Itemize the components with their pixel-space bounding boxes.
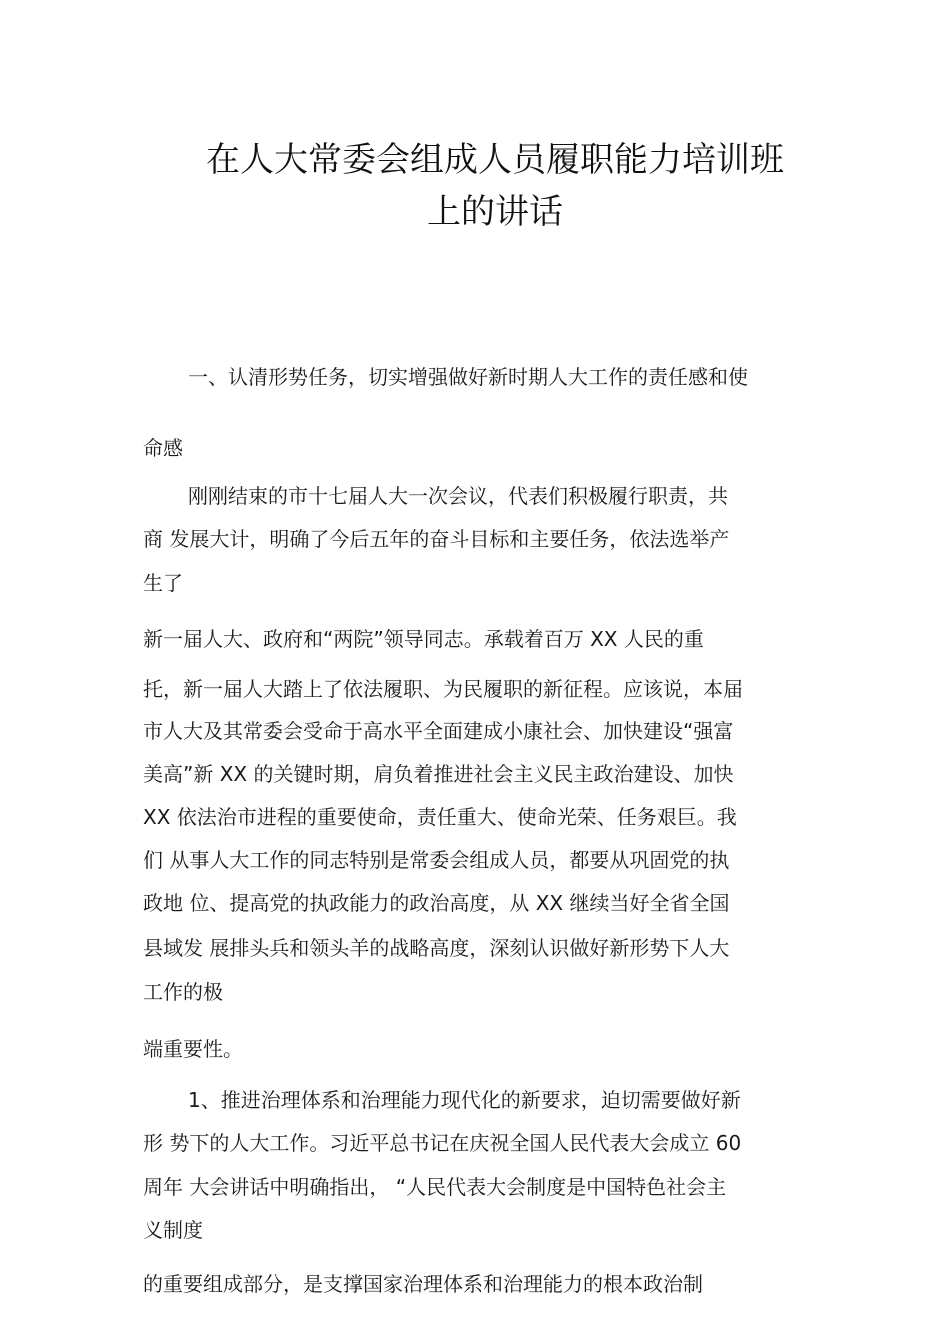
section-heading-line-2: 命感 bbox=[143, 436, 183, 460]
paragraph-line: 义制度 bbox=[143, 1218, 203, 1242]
paragraph-line: 市人大及其常委会受命于高水平全面建成小康社会、加快建设“强富 bbox=[143, 719, 734, 743]
document-title-line-2: 上的讲话 bbox=[427, 192, 563, 232]
paragraph-line: 1、推进治理体系和治理能力现代化的新要求，迫切需要做好新 bbox=[188, 1088, 741, 1112]
document-title-line-1: 在人大常委会组成人员履职能力培训班 bbox=[206, 140, 784, 180]
section-heading-line-1: 一、认清形势任务，切实增强做好新时期人大工作的责任感和使 bbox=[188, 365, 748, 389]
paragraph-line: 们 从事人大工作的同志特别是常委会组成人员，都要从巩固党的执 bbox=[143, 848, 730, 872]
paragraph-line: 周年 大会讲话中明确指出， “人民代表大会制度是中国特色社会主 bbox=[143, 1175, 727, 1199]
paragraph-line: 刚刚结束的市十七届人大一次会议，代表们积极履行职责，共 bbox=[188, 484, 728, 508]
paragraph-line: 工作的极 bbox=[143, 980, 223, 1004]
paragraph-line: 生了 bbox=[143, 571, 183, 595]
paragraph-line: 商 发展大计，明确了今后五年的奋斗目标和主要任务，依法选举产 bbox=[143, 527, 730, 551]
paragraph-line: 美高”新 XX 的关键时期，肩负着推进社会主义民主政治建设、加快 bbox=[143, 762, 734, 786]
paragraph-line: 新一届人大、政府和“两院”领导同志。承载着百万 XX 人民的重 bbox=[143, 627, 704, 651]
paragraph-line: 形 势下的人大工作。习近平总书记在庆祝全国人民代表大会成立 60 bbox=[143, 1131, 742, 1155]
paragraph-line: 的重要组成部分，是支撑国家治理体系和治理能力的根本政治制 bbox=[143, 1272, 703, 1296]
paragraph-line: 端重要性。 bbox=[143, 1037, 243, 1061]
paragraph-line: 政地 位、提高党的执政能力的政治高度，从 XX 继续当好全省全国 bbox=[143, 891, 730, 915]
paragraph-line: 托，新一届人大踏上了依法履职、为民履职的新征程。应该说，本届 bbox=[143, 677, 743, 701]
paragraph-line: XX 依法治市进程的重要使命，责任重大、使命光荣、任务艰巨。我 bbox=[143, 805, 737, 829]
paragraph-line: 县域发 展排头兵和领头羊的战略高度，深刻认识做好新形势下人大 bbox=[143, 936, 730, 960]
